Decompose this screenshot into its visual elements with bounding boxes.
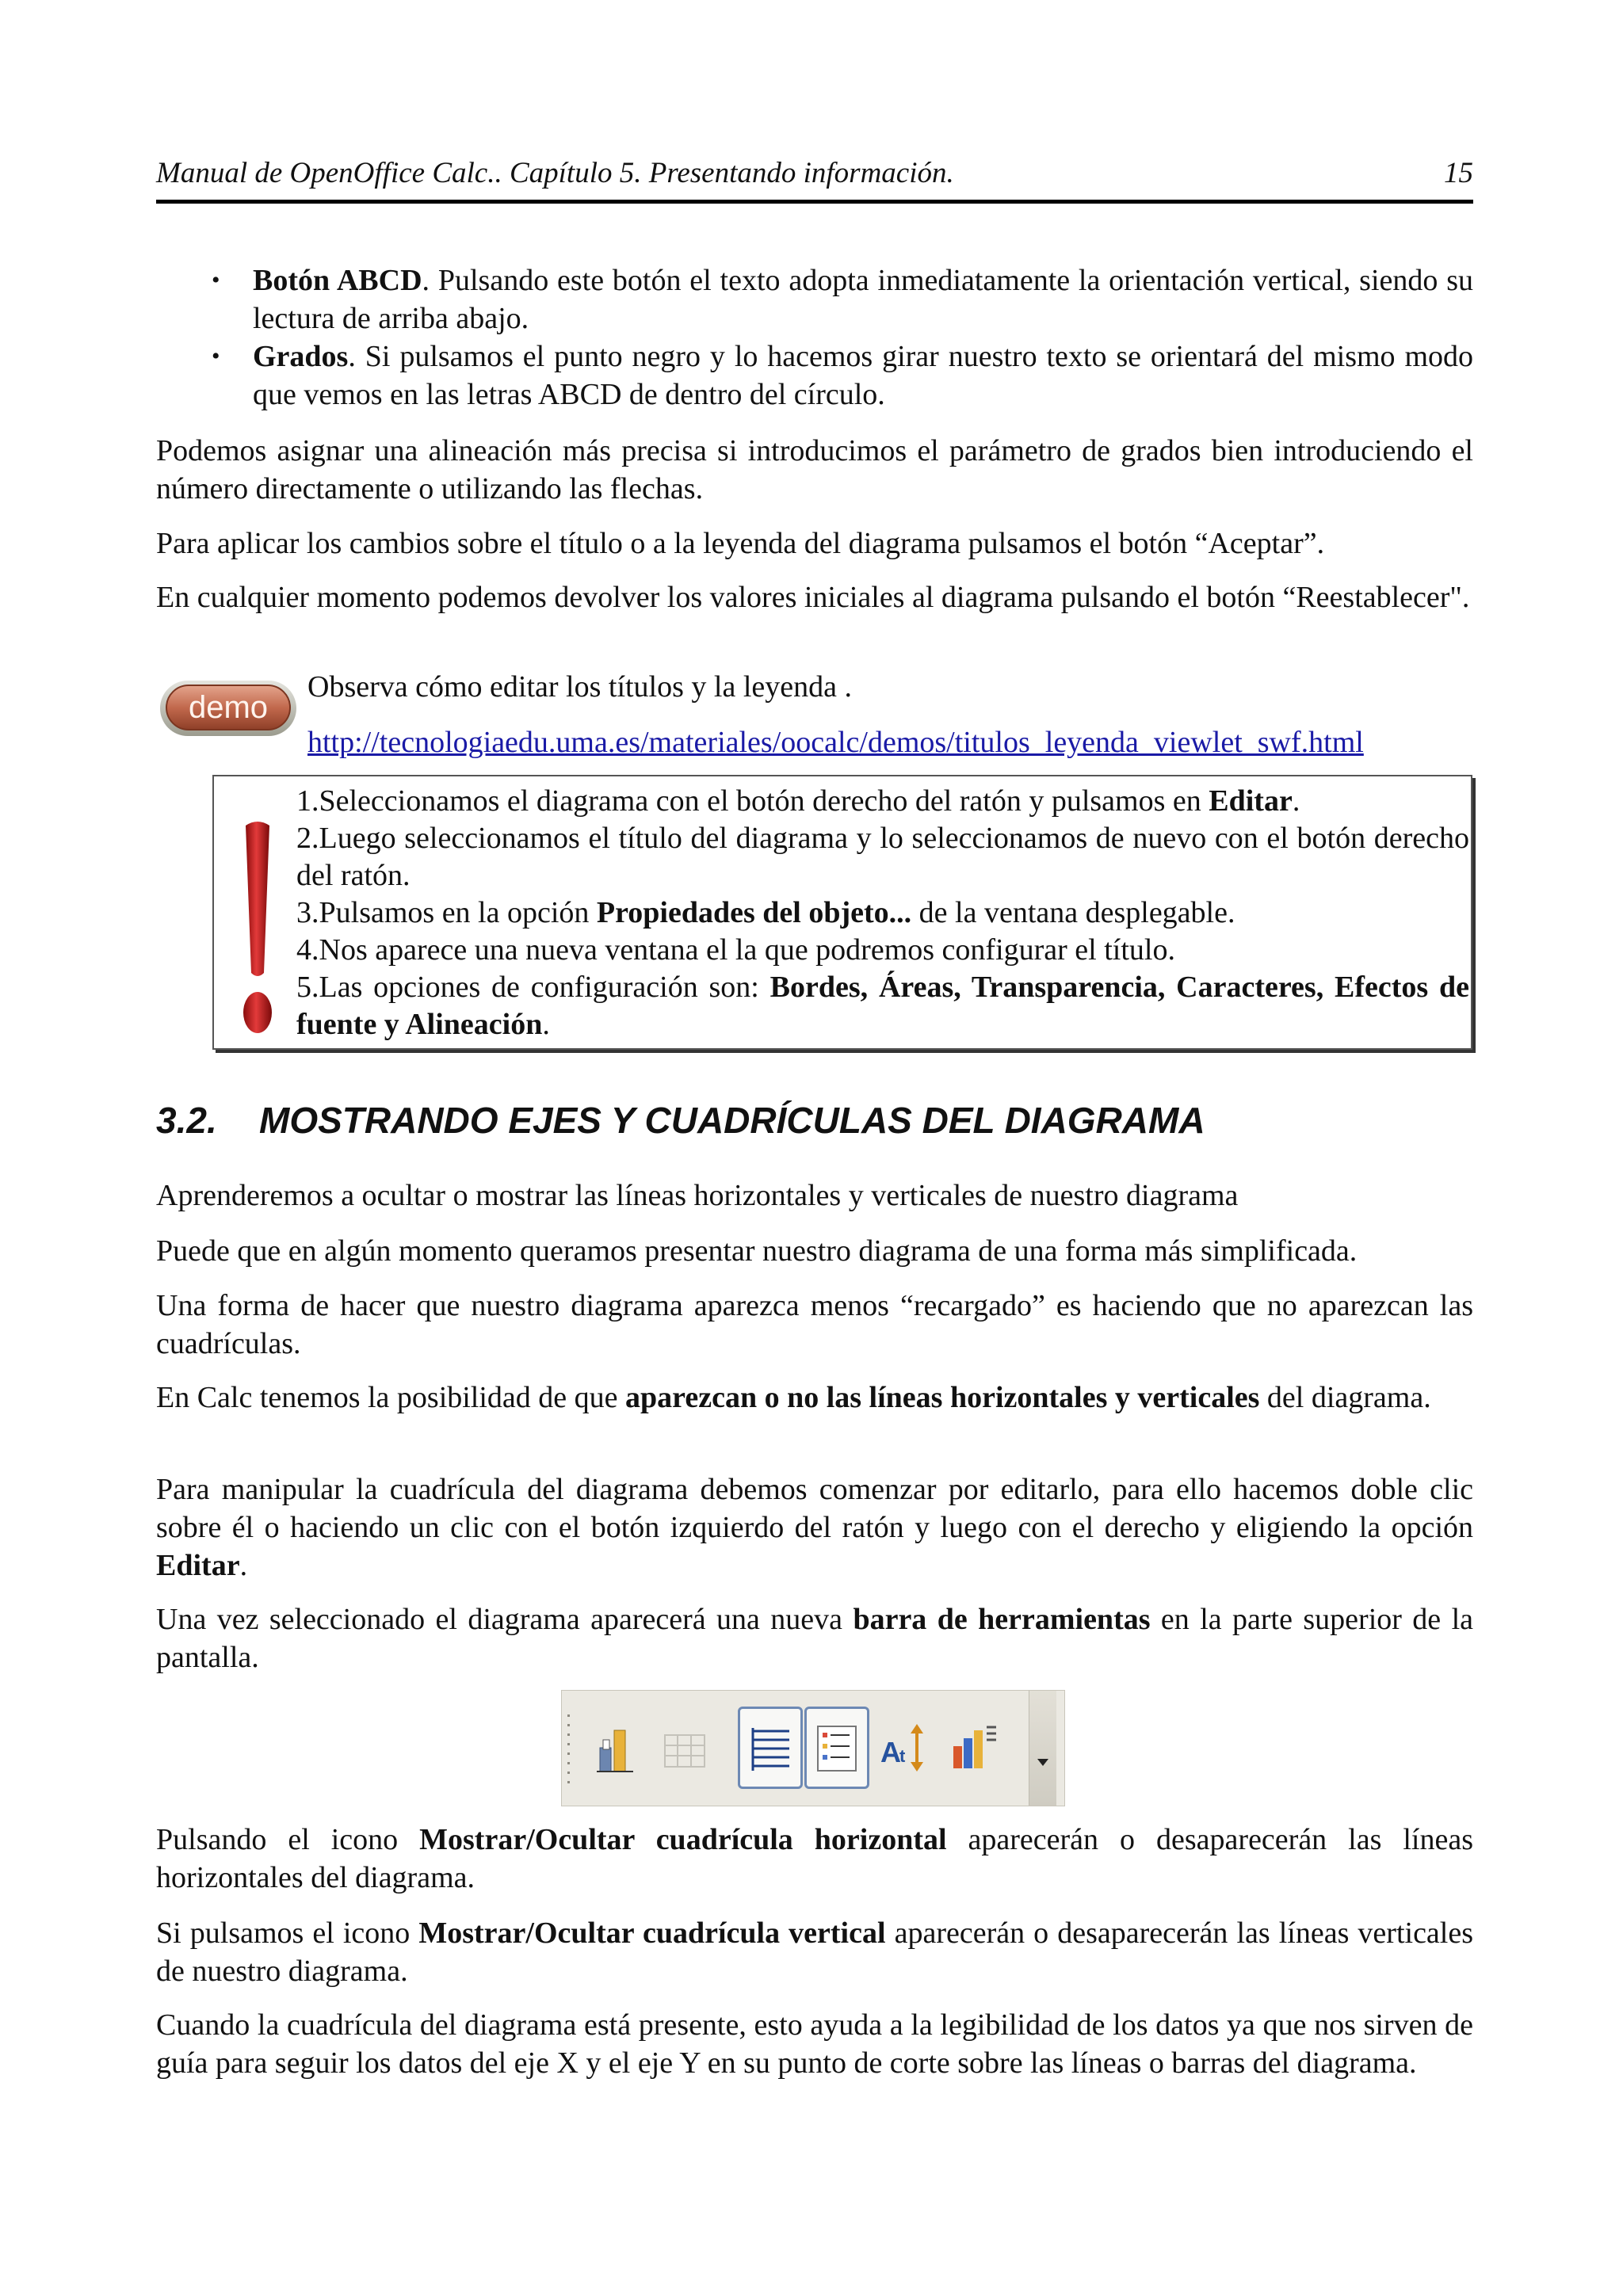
legend-button[interactable] [804, 1707, 869, 1789]
list-item [296, 969, 1469, 1043]
demo-badge-icon[interactable] [158, 677, 298, 739]
step-bold: Editar [1209, 784, 1293, 818]
paragraph [156, 1914, 1473, 1990]
chevron-down-icon [1029, 1691, 1056, 1806]
paragraph: Una forma de hacer que nuestro diagrama aparezca menos “recargado” es haciendo que no aparezcan las cuadrículas. [156, 1289, 1473, 1360]
note-box [212, 775, 1472, 1050]
chart-type-button[interactable] [586, 1707, 651, 1789]
steps-list [296, 783, 1469, 1043]
data-table-button[interactable] [652, 1707, 717, 1789]
text-run: Si pulsamos el icono [156, 1917, 419, 1950]
auto-format-button[interactable] [945, 1707, 1010, 1789]
paragraph: Cuando la cuadrícula del diagrama está presente, esto ayuda a la legibilidad de los datos ya que nos sirven de guía para seguir los datos del eje X y el eje Y en su punto de corte sobre las líneas o barras del diagrama. [156, 2008, 1473, 2080]
list-item: 2.Luego seleccionamos el título del diagrama y lo seleccionamos de nuevo con el botón derecho del ratón. [296, 822, 1469, 892]
text-run: Una vez seleccionado el diagrama aparecerá una nueva [156, 1603, 854, 1636]
text-run: Para manipular la cuadrícula del diagrama debemos comenzar por editarlo, para ello hacemos doble clic sobre él o haciendo un clic con el botón izquierdo del ratón y luego con el derecho y eligiendo la opción [156, 1473, 1473, 1544]
bullet-text: . Pulsando este botón el texto adopta inmediatamente la orientación vertical, siendo su lectura de arriba abajo. [253, 264, 1473, 335]
paragraph [156, 1600, 1473, 1676]
text-run: Pulsando el icono [156, 1823, 420, 1856]
chart-toolbar [561, 1690, 1065, 1806]
list-item [296, 783, 1469, 820]
exclamation-icon [239, 818, 276, 1036]
svg-text:A: A [880, 1736, 901, 1768]
chart-type-icon [586, 1707, 651, 1789]
legend-icon [807, 1709, 867, 1787]
page-number: 15 [1444, 157, 1473, 189]
list-item: 4.Nos aparece una nueva ventana el la que podremos configurar el título. [296, 933, 1175, 967]
list-item [156, 261, 1473, 338]
paragraph: Aprenderemos a ocultar o mostrar las líneas horizontales y verticales de nuestro diagrama [156, 1179, 1239, 1212]
text-run: . [239, 1549, 248, 1582]
step-text: 1.Seleccionamos el diagrama con el botón derecho del ratón y pulsamos en [296, 784, 1209, 818]
demo-link[interactable]: http://tecnologiaedu.uma.es/materiales/oocalc/demos/titulos_leyenda_viewlet_swf.html [307, 726, 1364, 759]
section-heading [156, 1098, 1205, 1142]
bold-run: barra de herramientas [853, 1603, 1151, 1636]
section-title: MOSTRANDO EJES Y CUADRÍCULAS DEL DIAGRAMA [259, 1100, 1205, 1141]
bold-run: Editar [156, 1549, 240, 1582]
step-text: . [542, 1008, 550, 1041]
bullet-icon: • [212, 343, 220, 369]
step-bold: Propiedades del objeto... [596, 896, 912, 929]
bullet-icon: • [212, 267, 220, 293]
svg-text:t: t [899, 1746, 906, 1766]
running-header [156, 155, 1473, 204]
text-scale-icon [871, 1707, 936, 1789]
horizontal-grid-icon [740, 1709, 800, 1787]
bold-run: Mostrar/Ocultar cuadrícula vertical [418, 1917, 886, 1950]
list-item [296, 894, 1469, 932]
text-run: del diagrama. [1259, 1381, 1431, 1414]
paragraph: Puede que en algún momento queramos presentar nuestro diagrama de una forma más simplificada. [156, 1234, 1358, 1268]
bold-run: aparezcan o no las líneas horizontales y verticales [625, 1381, 1260, 1414]
bullet-text: . Si pulsamos el punto negro y lo hacemos girar nuestro texto se orientará del mismo modo que vemos en las letras ABCD de dentro del círculo. [253, 340, 1473, 411]
text-run: aparecerán o desaparecerán las líneas horizontales del diagrama. [156, 1823, 1473, 1894]
paragraph [156, 1379, 1473, 1417]
step-text: 3.Pulsamos en la opción [296, 896, 597, 929]
toolbar-more-button[interactable] [1029, 1691, 1056, 1806]
paragraph: Para aplicar los cambios sobre el título o a la leyenda del diagrama pulsamos el botón “Aceptar”. [156, 527, 1325, 560]
header-title: Manual de OpenOffice Calc.. Capítulo 5. Presentando información. [156, 157, 954, 189]
section-number: 3.2. [156, 1100, 217, 1141]
bullet-term: Botón ABCD [253, 264, 422, 297]
bold-run: Mostrar/Ocultar cuadrícula horizontal [419, 1823, 947, 1856]
paragraph [156, 1821, 1473, 1897]
bullet-term: Grados [253, 340, 349, 373]
paragraph: En cualquier momento podemos devolver los valores iniciales al diagrama pulsando el botón “Reestablecer". [156, 581, 1470, 614]
text-run: en la parte superior de la pantalla. [156, 1603, 1474, 1674]
step-bold: Bordes, Áreas, Transparencia, Caracteres, Efectos de fuente y Alineación [296, 971, 1469, 1041]
horizontal-grid-button[interactable] [738, 1707, 803, 1789]
step-text: . [1292, 784, 1300, 818]
paragraph: Podemos asignar una alineación más precisa si introducimos el parámetro de grados bien introduciendo el número directamente o utilizando las flechas. [156, 434, 1473, 505]
text-scale-button[interactable] [871, 1707, 936, 1789]
toolbar-grip-icon[interactable] [567, 1713, 571, 1784]
text-run: aparecerán o desaparecerán las líneas verticales de nuestro diagrama. [156, 1917, 1474, 1988]
paragraph [156, 1470, 1473, 1585]
step-text: de la ventana desplegable. [911, 896, 1235, 929]
demo-caption: Observa cómo editar los títulos y la leyenda . [307, 670, 852, 704]
data-table-icon [652, 1707, 717, 1789]
demo-badge-label: demo [188, 690, 269, 725]
list-item [156, 338, 1473, 414]
bullet-list [156, 261, 1473, 414]
text-run: En Calc tenemos la posibilidad de que [156, 1381, 626, 1414]
auto-format-icon [945, 1707, 1010, 1789]
step-text: 5.Las opciones de configuración son: [296, 971, 770, 1004]
